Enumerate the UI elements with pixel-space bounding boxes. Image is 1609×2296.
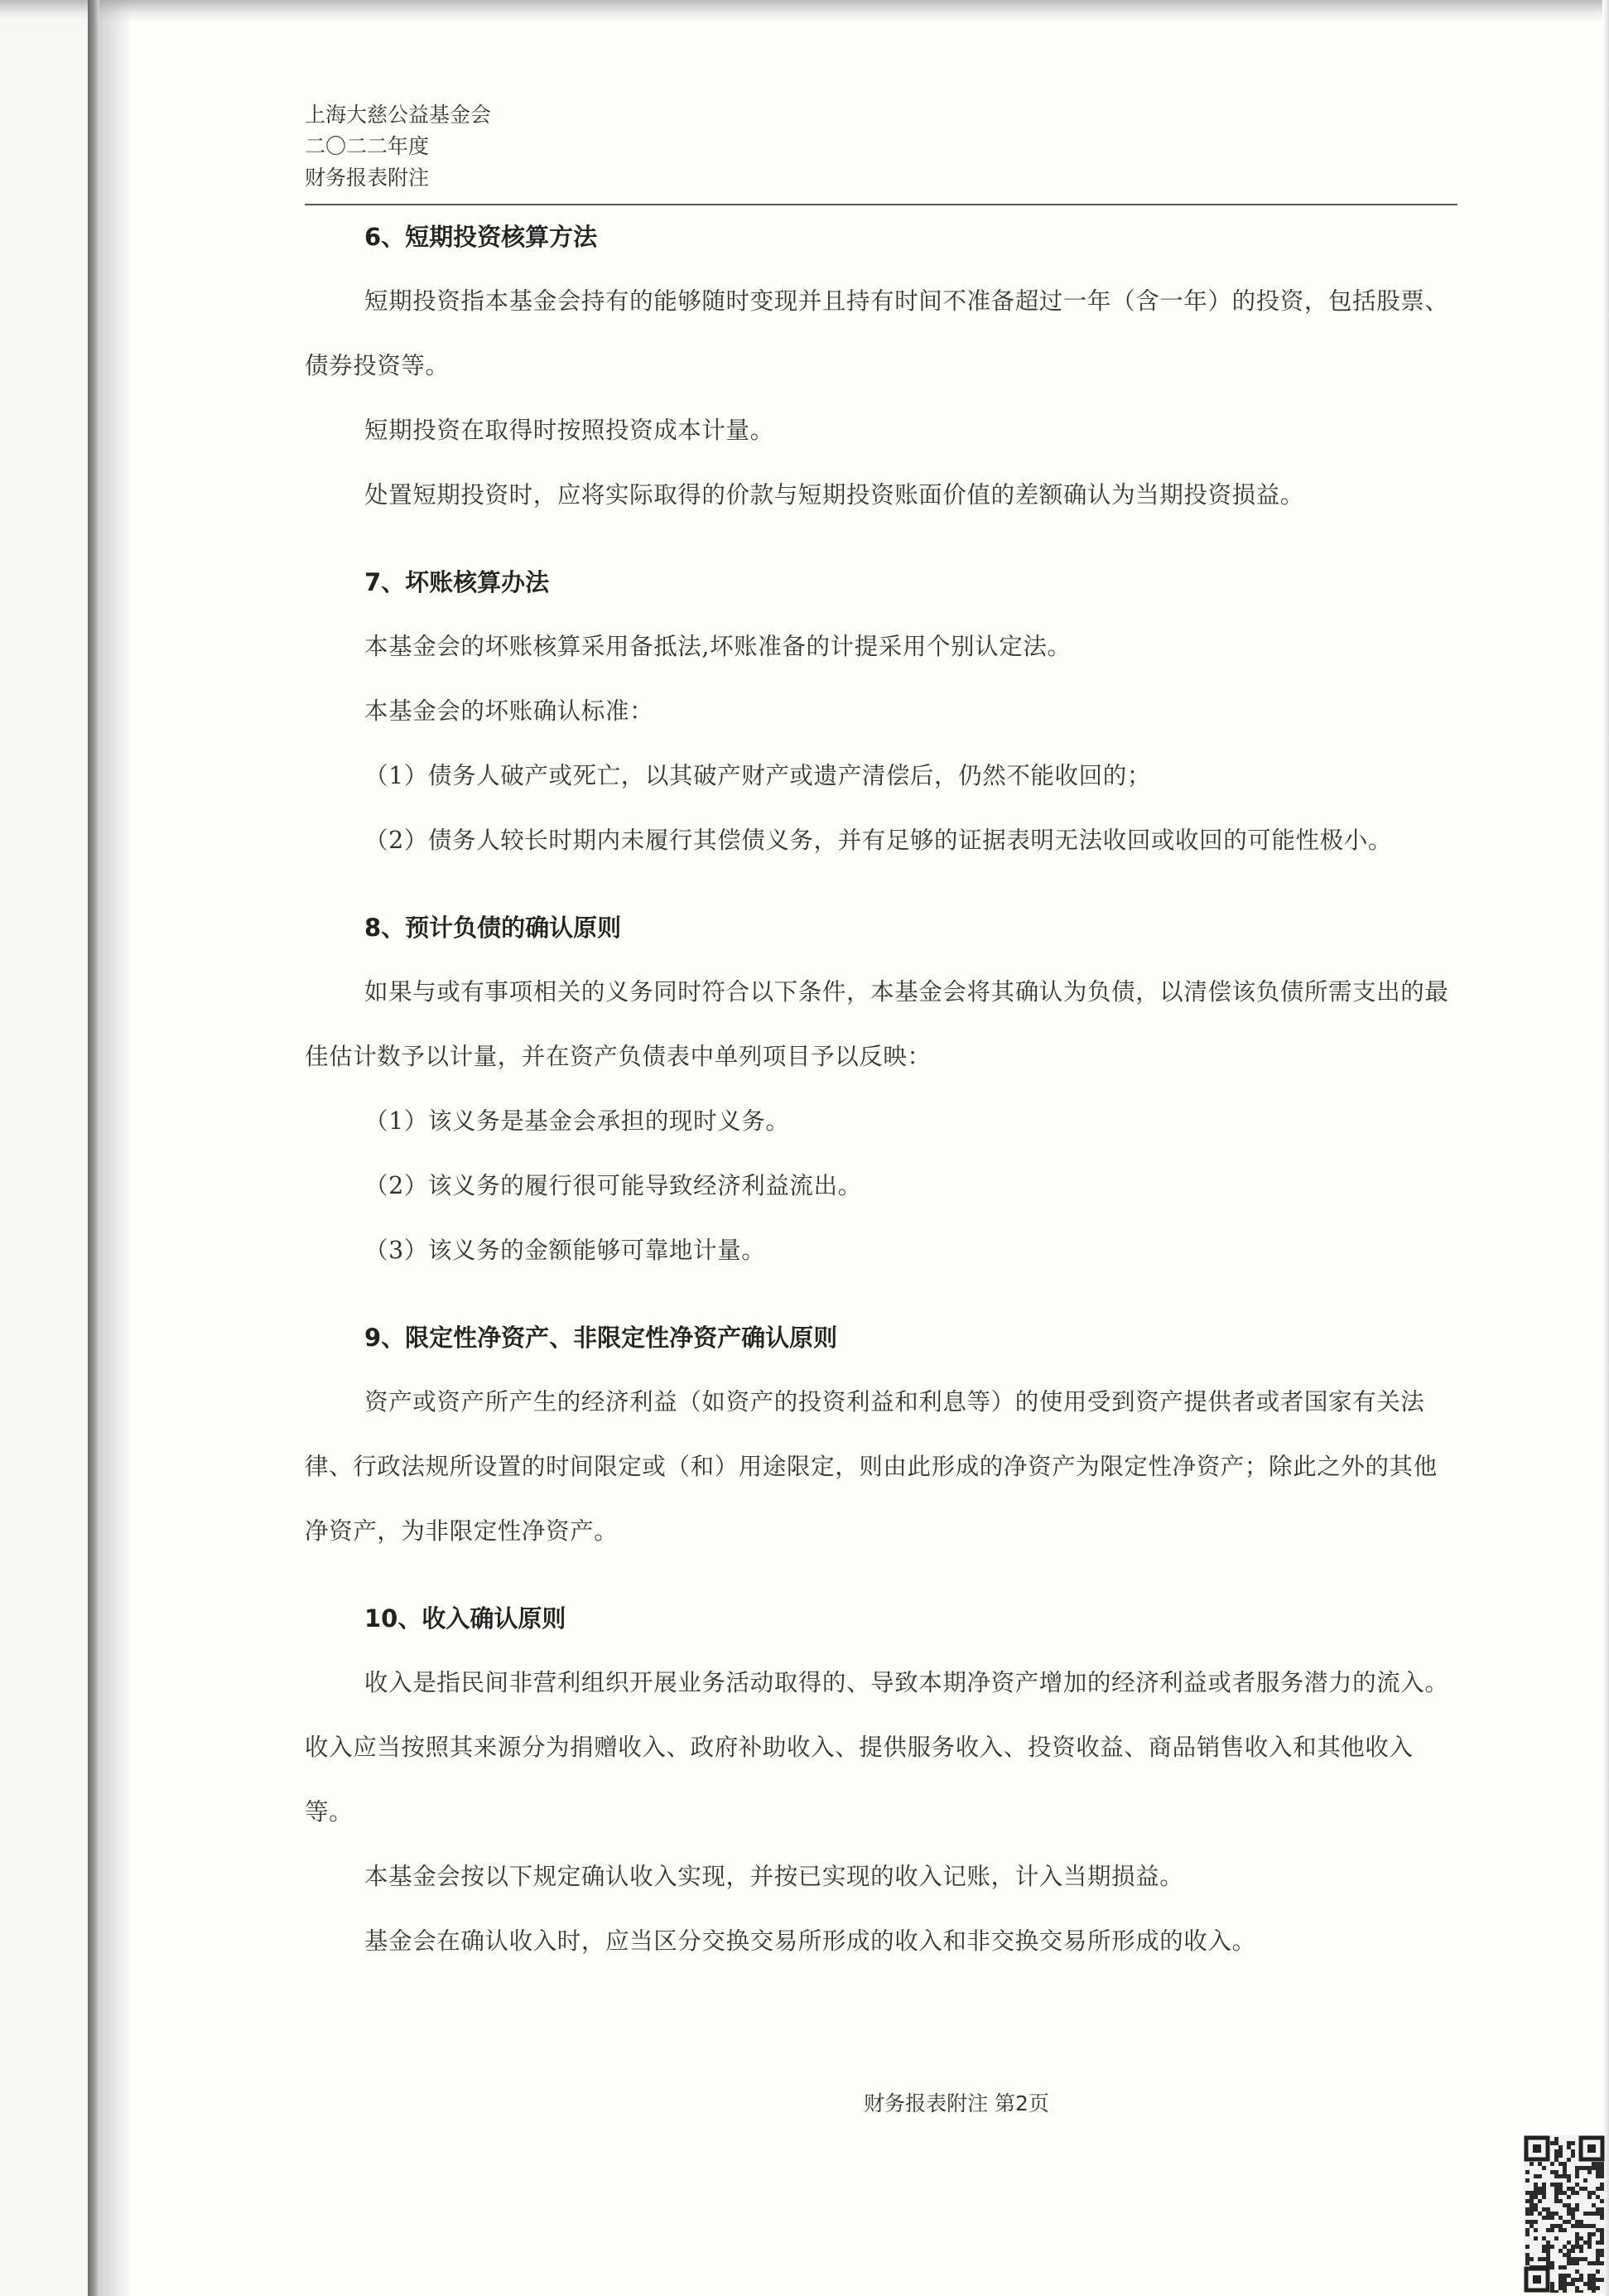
header-rule — [305, 204, 1457, 205]
qr-code-icon — [1524, 2135, 1605, 2293]
list-item: （2）该义务的履行很可能导致经济利益流出。 — [364, 1172, 862, 1199]
section-title: 6、短期投资核算方法 — [364, 223, 598, 251]
paragraph: 如果与或有事项相关的义务同时符合以下条件，本基金会将其确认为负债，以清偿该负债所需支出的最佳估计数予以计量，并在资产负债表中单列项目予以反映： — [305, 978, 1449, 1070]
list-item: （1）债务人破产或死亡，以其破产财产或遗产清偿后，仍然不能收回的； — [364, 762, 1151, 789]
section-title: 7、坏账核算办法 — [364, 568, 550, 596]
paragraph: 本基金会的坏账核算采用备抵法,坏账准备的计提采用个别认定法。 — [364, 633, 1072, 660]
paragraph: 短期投资指本基金会持有的能够随时变现并且持有时间不准备超过一年（含一年）的投资，包括股票、债券投资等。 — [305, 287, 1449, 379]
binding-spine — [88, 0, 99, 2296]
binding-shadow — [99, 0, 132, 2296]
section-title: 10、收入确认原则 — [364, 1604, 566, 1633]
paragraph: 收入是指民间非营利组织开展业务活动取得的、导致本期净资产增加的经济利益或者服务潜力的流入。收入应当按照其来源分为捐赠收入、政府补助收入、提供服务收入、投资收益、商品销售收入和其他收入等。 — [305, 1669, 1449, 1826]
page-right-edge — [1602, 0, 1609, 2296]
page-footer: 财务报表附注 第2页 — [864, 2091, 1049, 2115]
paragraph: 处置短期投资时，应将实际取得的价款与短期投资账面价值的差额确认为当期投资损益。 — [364, 481, 1304, 509]
paragraph: 短期投资在取得时按照投资成本计量。 — [364, 417, 774, 444]
list-item: （1）该义务是基金会承担的现时义务。 — [364, 1107, 790, 1135]
header-year: 二〇二二年度 — [305, 134, 430, 158]
header-org: 上海大慈公益基金会 — [305, 103, 492, 127]
document-body — [305, 209, 1452, 1974]
paragraph: 本基金会的坏账确认标准： — [364, 697, 654, 725]
paragraph: 基金会在确认收入时，应当区分交换交易所形成的收入和非交换交易所形成的收入。 — [364, 1927, 1256, 1955]
paragraph: 资产或资产所产生的经济利益（如资产的投资利益和利息等）的使用受到资产提供者或者国家有关法律、行政法规所设置的时间限定或（和）用途限定，则由此形成的净资产为限定性净资产；除此之外的其他净资产，为非限定性净资产。 — [305, 1388, 1438, 1545]
header-doc: 财务报表附注 — [305, 166, 430, 190]
section-title: 9、限定性净资产、非限定性净资产确认原则 — [364, 1324, 838, 1352]
list-item: （3）该义务的金额能够可靠地计量。 — [364, 1237, 766, 1264]
section-title: 8、预计负债的确认原则 — [364, 914, 622, 942]
paragraph: 本基金会按以下规定确认收入实现，并按已实现的收入记账，计入当期损益。 — [364, 1863, 1184, 1890]
scan-top-shadow — [0, 0, 1609, 22]
list-item: （2）债务人较长时期内未履行其偿债义务，并有足够的证据表明无法收回或收回的可能性极小。 — [364, 827, 1392, 854]
left-margin — [0, 0, 88, 2296]
page-header — [305, 99, 491, 194]
